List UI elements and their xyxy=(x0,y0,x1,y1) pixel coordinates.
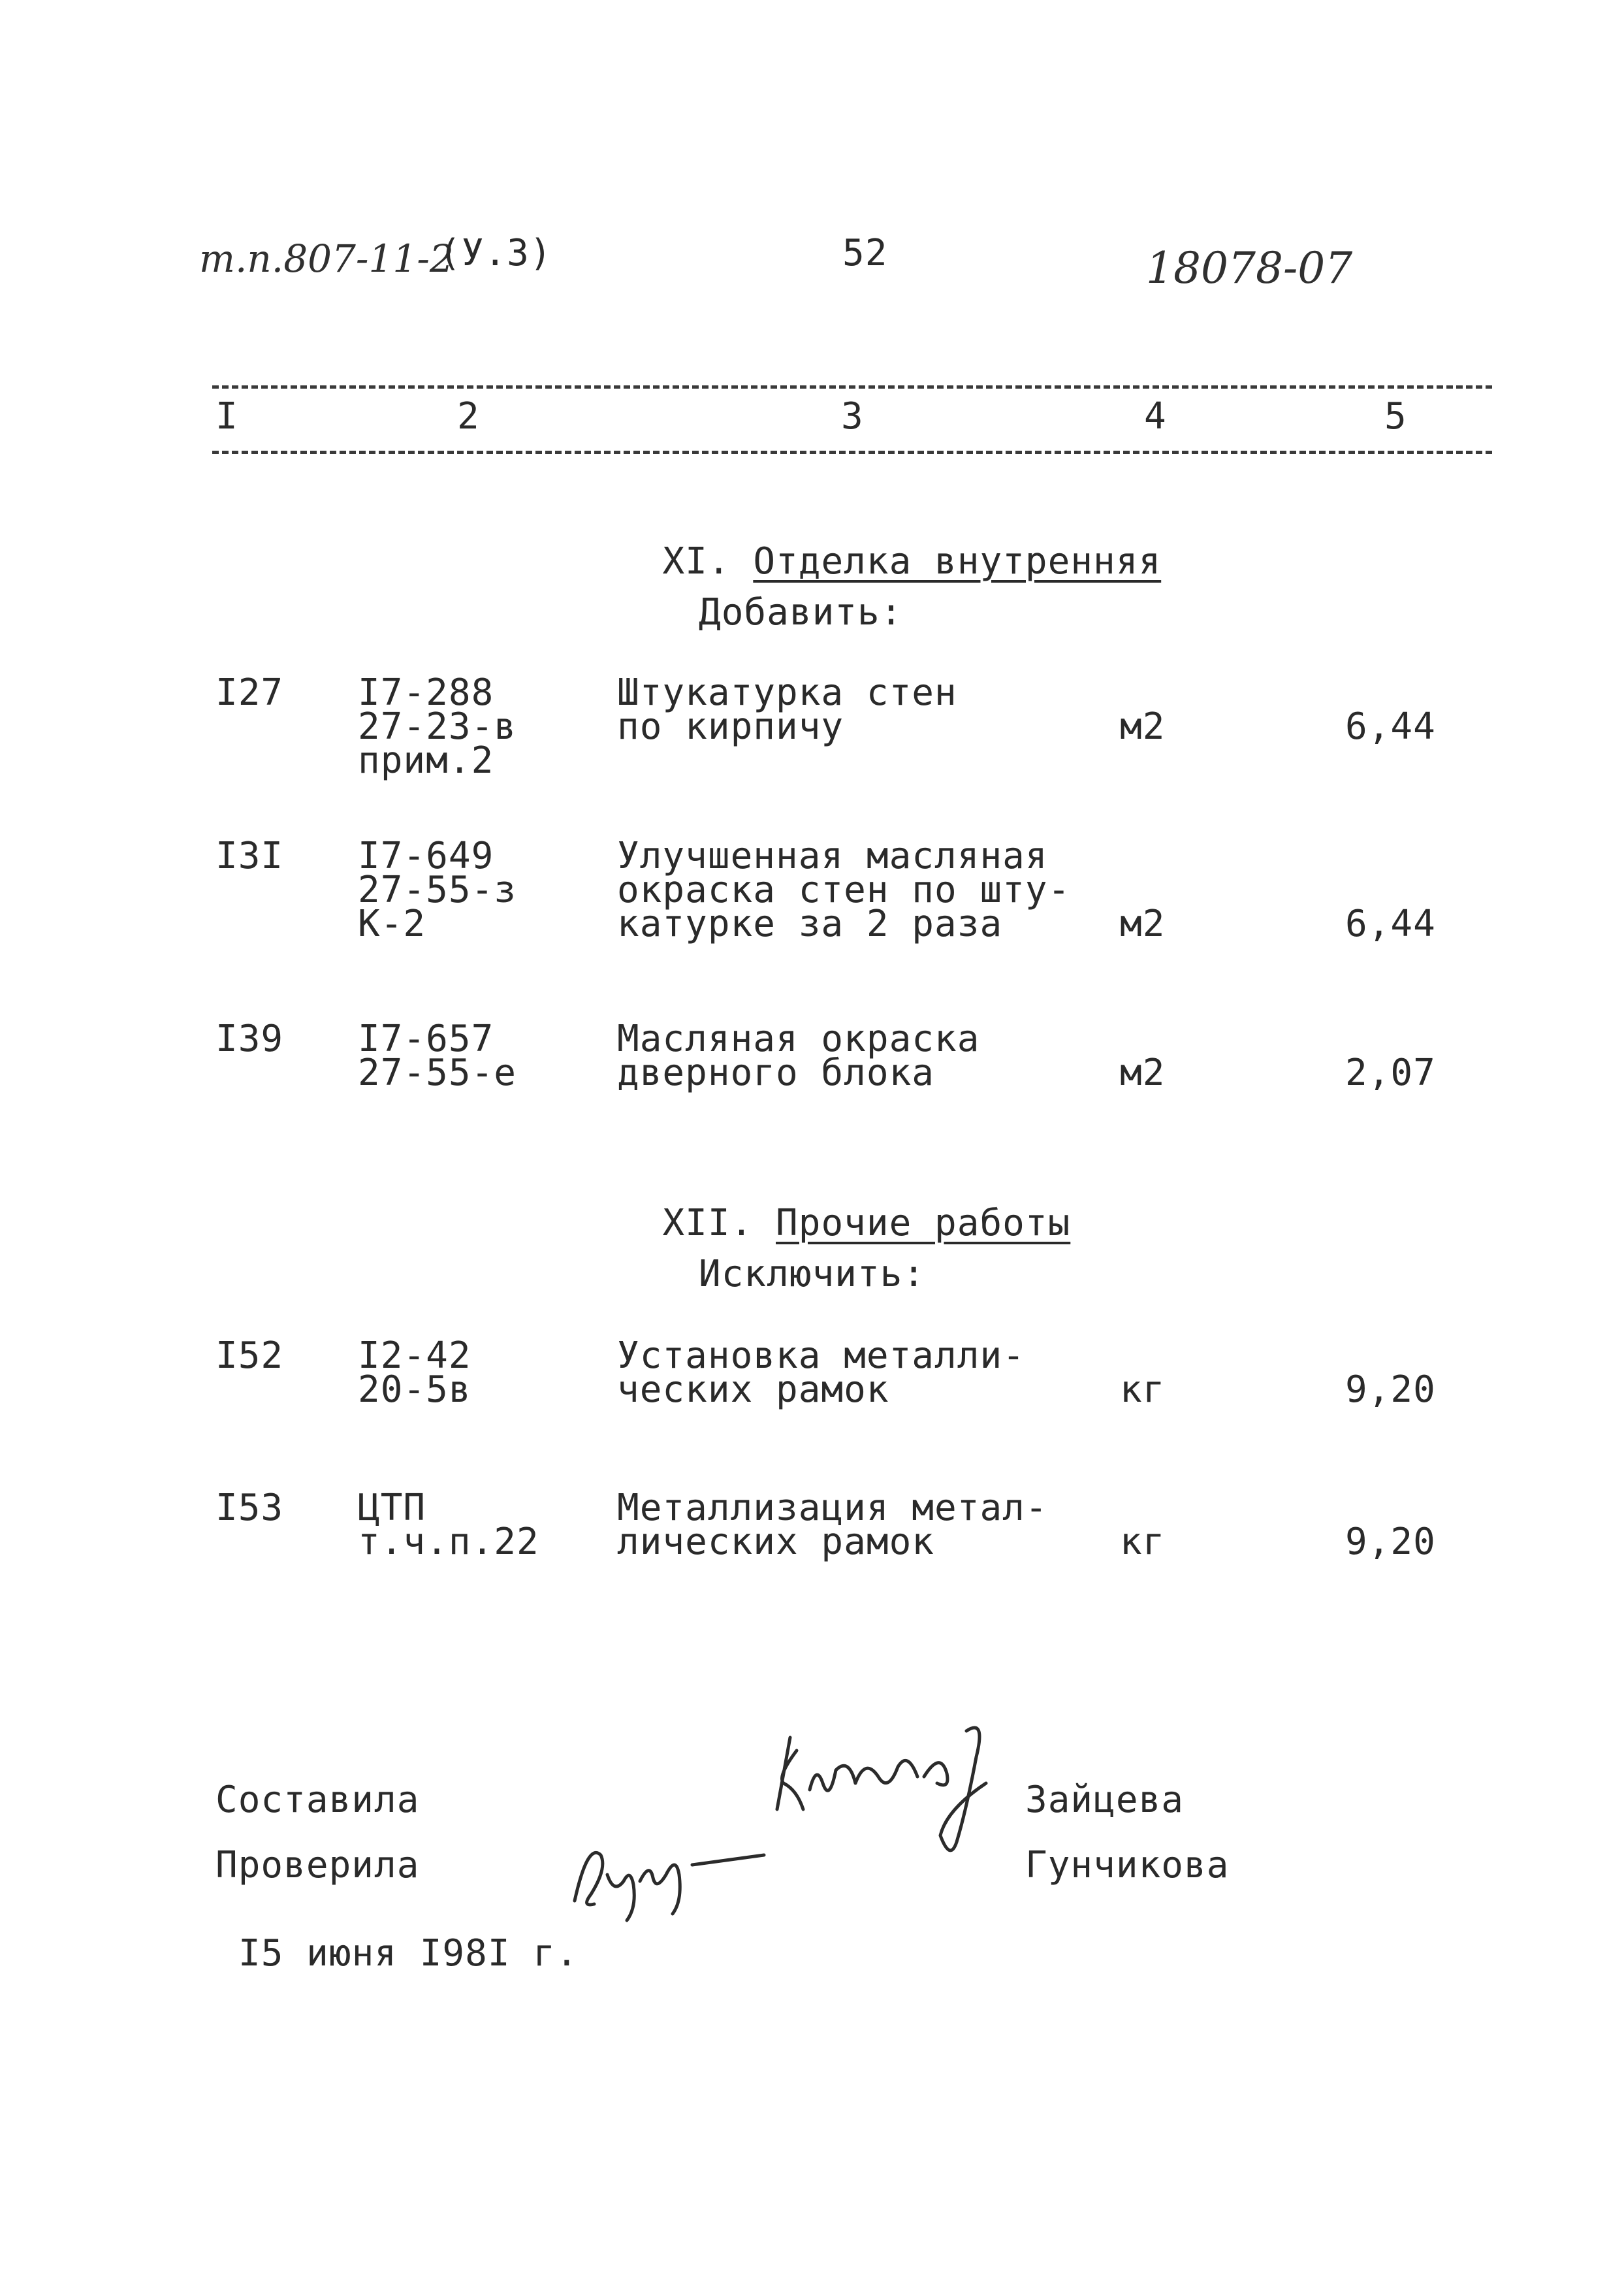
column-number-1: I xyxy=(215,395,238,438)
row-number: I52 xyxy=(215,1334,284,1377)
volume-label: (У.3) xyxy=(439,232,552,274)
column-number-5: 5 xyxy=(1384,395,1407,438)
row-number: I27 xyxy=(215,671,284,714)
table-header-top-rule xyxy=(212,385,1492,389)
row-unit: м2 xyxy=(1120,1052,1166,1094)
compiled-by-name: Зайцева xyxy=(1025,1779,1185,1821)
section-title xyxy=(617,511,1162,583)
section-heading: Отделка внутренняя xyxy=(753,540,1162,583)
archive-number: 18078-07 xyxy=(1146,243,1353,293)
section-number: XII. xyxy=(662,1202,754,1244)
row-description: Металлизация метал- лических рамок xyxy=(617,1487,1048,1563)
row-quantity: 9,20 xyxy=(1345,1368,1436,1411)
compiled-by-label: Составила xyxy=(215,1779,420,1821)
row-number: I3I xyxy=(215,835,284,877)
column-number-2: 2 xyxy=(457,395,480,438)
row-number: I39 xyxy=(215,1018,284,1060)
row-unit: кг xyxy=(1120,1521,1166,1563)
section-heading: Прочие работы xyxy=(776,1202,1071,1244)
date-line: I5 июня I98I г. xyxy=(238,1932,579,1975)
table-header-bottom-rule xyxy=(212,451,1492,454)
row-quantity: 9,20 xyxy=(1345,1521,1436,1563)
row-description: Улучшенная масляная окраска стен по шту- катурке за 2 раза xyxy=(617,835,1071,945)
column-number-4: 4 xyxy=(1144,395,1167,438)
row-unit: м2 xyxy=(1120,705,1166,748)
section-number: XI. xyxy=(662,540,731,583)
page-number: 52 xyxy=(842,232,888,274)
row-quantity: 6,44 xyxy=(1345,903,1436,945)
row-number: I53 xyxy=(215,1487,284,1529)
row-norm-code: ЦТП т.ч.п.22 xyxy=(358,1487,539,1563)
row-unit: м2 xyxy=(1120,903,1166,945)
checked-by-name: Гунчикова xyxy=(1025,1844,1230,1886)
row-description: Масляная окраска дверного блока xyxy=(617,1018,980,1094)
section-action: Добавить: xyxy=(699,591,903,634)
row-norm-code: I7-649 27-55-з К-2 xyxy=(358,835,517,945)
row-norm-code: I7-657 27-55-е xyxy=(358,1018,517,1094)
signature-checker-icon xyxy=(562,1829,777,1927)
section-title xyxy=(617,1172,1071,1244)
column-number-3: 3 xyxy=(841,395,864,438)
document-code: т.п.807-11-2 xyxy=(199,236,454,281)
signature-compiler-icon xyxy=(751,1711,1025,1868)
section-action: Исключить: xyxy=(699,1253,926,1295)
checked-by-label: Проверила xyxy=(215,1844,420,1886)
row-description: Штукатурка стен по кирпичу xyxy=(617,671,957,748)
row-quantity: 2,07 xyxy=(1345,1052,1436,1094)
row-unit: кг xyxy=(1120,1368,1166,1411)
row-norm-code: I2-42 20-5в xyxy=(358,1334,471,1411)
row-quantity: 6,44 xyxy=(1345,705,1436,748)
row-norm-code: I7-288 27-23-в прим.2 xyxy=(358,671,517,782)
row-description: Установка металли- ческих рамок xyxy=(617,1334,1025,1411)
